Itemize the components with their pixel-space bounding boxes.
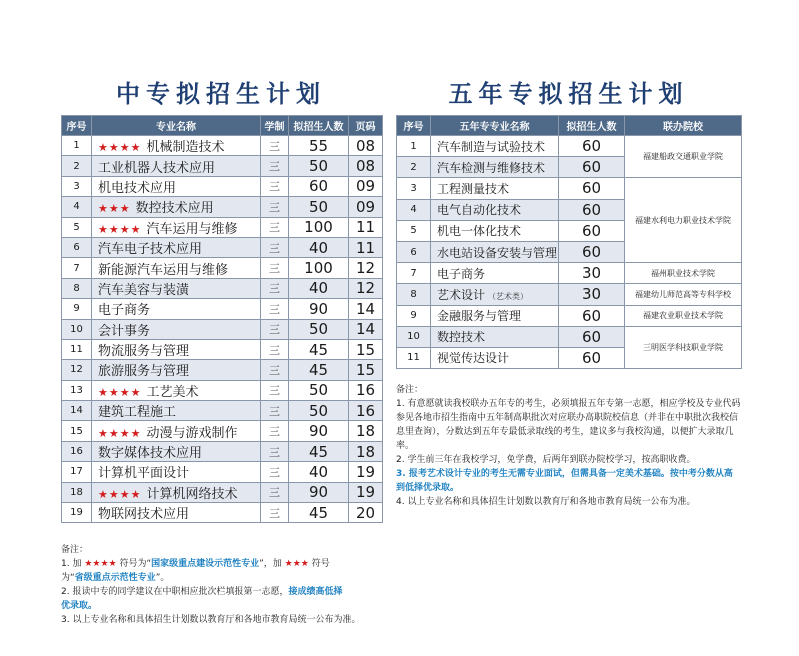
page-number: 12 bbox=[349, 258, 383, 278]
enrollment-count: 100 bbox=[289, 258, 349, 278]
star-rating-icon: ★★★★ bbox=[98, 222, 142, 236]
major-name: 汽车制造与试验技术 bbox=[431, 136, 559, 157]
enrollment-count: 50 bbox=[289, 197, 349, 217]
left-title: 中专拟招生计划 bbox=[116, 80, 326, 108]
row-number: 14 bbox=[62, 401, 92, 421]
school-system: 三 bbox=[261, 441, 289, 461]
major-name-text: 物联网技术应用 bbox=[98, 507, 190, 523]
left-note-2: 2. 报读中专的同学建议在中职相应批次栏填报第一志愿，接成绩高低择 优录取。 bbox=[61, 587, 343, 611]
page-number: 12 bbox=[349, 278, 383, 298]
row-number: 6 bbox=[62, 237, 92, 257]
page-number: 14 bbox=[349, 319, 383, 339]
row-number: 11 bbox=[397, 347, 431, 368]
school-system: 三 bbox=[261, 197, 289, 217]
col-header-page: 页码 bbox=[349, 116, 383, 136]
major-name-text: 旅游服务与管理 bbox=[98, 364, 190, 380]
school-system: 三 bbox=[261, 503, 289, 523]
art-tag: （艺术类） bbox=[488, 291, 529, 301]
col-header-count: 拟招生人数 bbox=[289, 116, 349, 136]
school-system: 三 bbox=[261, 258, 289, 278]
enrollment-count: 40 bbox=[289, 278, 349, 298]
major-name bbox=[92, 258, 261, 278]
row-number: 18 bbox=[62, 482, 92, 502]
table-row bbox=[62, 136, 383, 156]
school-system: 三 bbox=[261, 360, 289, 380]
school-system: 三 bbox=[261, 380, 289, 400]
row-number: 11 bbox=[62, 339, 92, 359]
major-name-text: 建筑工程施工 bbox=[98, 405, 177, 421]
enrollment-count: 60 bbox=[559, 241, 625, 262]
page-number: 18 bbox=[349, 441, 383, 461]
row-number: 2 bbox=[397, 157, 431, 178]
partner-school: 福州职业技术学院 bbox=[625, 263, 742, 284]
page-number: 19 bbox=[349, 482, 383, 502]
row-number: 12 bbox=[62, 360, 92, 380]
table-row bbox=[62, 176, 383, 196]
table-row bbox=[62, 319, 383, 339]
row-number: 6 bbox=[397, 241, 431, 262]
row-number: 3 bbox=[62, 176, 92, 196]
major-name bbox=[92, 421, 261, 441]
col-header-school: 联办院校 bbox=[625, 116, 742, 136]
table-row bbox=[62, 462, 383, 482]
major-name bbox=[92, 176, 261, 196]
enrollment-count: 40 bbox=[289, 462, 349, 482]
page-number: 14 bbox=[349, 299, 383, 319]
major-name: 机电一体化技术 bbox=[431, 220, 559, 241]
table-row bbox=[62, 237, 383, 257]
page-number: 15 bbox=[349, 339, 383, 359]
row-number: 5 bbox=[62, 217, 92, 237]
major-name bbox=[92, 339, 261, 359]
major-name-text: 数字媒体技术应用 bbox=[98, 446, 203, 462]
major-name-text: 汽车运用与维修 bbox=[146, 221, 238, 237]
page-number: 11 bbox=[349, 217, 383, 237]
major-name: 数控技术 bbox=[431, 326, 559, 347]
major-name bbox=[92, 299, 261, 319]
enrollment-count: 45 bbox=[289, 339, 349, 359]
left-notes bbox=[61, 543, 391, 627]
table-row bbox=[62, 360, 383, 380]
right-note-1: 1. 有意愿就读我校联办五年专的考生，必须填报五年专第一志愿，相应学校及专业代码参见各地市招生指南中五年制高职批次对应联办高职院校信息（并非在中职批次我校信息里查询），分数达到五年专最低录取线的考生，建议多与我校沟通，以便扩大录取几率。 bbox=[396, 399, 741, 451]
row-number: 1 bbox=[397, 136, 431, 157]
page-number: 16 bbox=[349, 380, 383, 400]
enrollment-count: 60 bbox=[559, 136, 625, 157]
major-name: 艺术设计 （艺术类） bbox=[431, 284, 559, 305]
table-row bbox=[397, 284, 742, 305]
major-name bbox=[92, 156, 261, 176]
enrollment-count: 50 bbox=[289, 156, 349, 176]
star-rating-icon: ★★★★ bbox=[98, 141, 142, 155]
table-row bbox=[62, 299, 383, 319]
major-name: 汽车检测与维修技术 bbox=[431, 157, 559, 178]
page-number: 09 bbox=[349, 197, 383, 217]
row-number: 9 bbox=[397, 305, 431, 326]
major-name bbox=[92, 278, 261, 298]
table-row bbox=[62, 401, 383, 421]
col-header-system: 学制 bbox=[261, 116, 289, 136]
row-number: 13 bbox=[62, 380, 92, 400]
page-number: 16 bbox=[349, 401, 383, 421]
page-number: 15 bbox=[349, 360, 383, 380]
school-system: 三 bbox=[261, 136, 289, 156]
partner-school: 福建农业职业技术学院 bbox=[625, 305, 742, 326]
major-name-text: 汽车美容与装潢 bbox=[98, 282, 190, 298]
table-row bbox=[62, 441, 383, 461]
row-number: 19 bbox=[62, 503, 92, 523]
enrollment-count: 60 bbox=[289, 176, 349, 196]
right-note-3: 3. 报考艺术设计专业的考生无需专业面试，但需具备一定美术基础。按中考分数从高到低择优录取。 bbox=[396, 469, 733, 493]
major-name-text: 电子商务 bbox=[98, 303, 151, 319]
row-number: 5 bbox=[397, 220, 431, 241]
left-note-3: 3. 以上专业名称和具体招生计划数以教育厅和各地市教育局统一公布为准。 bbox=[61, 615, 361, 625]
major-name bbox=[92, 482, 261, 502]
school-system: 三 bbox=[261, 482, 289, 502]
major-name: 电子商务 bbox=[431, 263, 559, 284]
enrollment-count: 60 bbox=[559, 178, 625, 199]
page-number: 11 bbox=[349, 237, 383, 257]
row-number: 2 bbox=[62, 156, 92, 176]
left-note-1: 1. 加 ★★★★ 符号为“国家级重点建设示范性专业”，加 ★★★ 符号 为“省级重点示范性专业”。 bbox=[61, 559, 330, 583]
enrollment-count: 90 bbox=[289, 421, 349, 441]
row-number: 7 bbox=[62, 258, 92, 278]
major-name bbox=[92, 360, 261, 380]
school-system: 三 bbox=[261, 156, 289, 176]
enrollment-count: 60 bbox=[559, 326, 625, 347]
major-name-text: 新能源汽车运用与维修 bbox=[98, 262, 229, 278]
major-name bbox=[92, 503, 261, 523]
table-row bbox=[62, 197, 383, 217]
major-name-text: 机械制造技术 bbox=[146, 140, 225, 156]
right-note-2: 2. 学生前三年在我校学习，免学费，后两年到联办院校学习，按高职收费。 bbox=[396, 455, 696, 465]
enrollment-count: 45 bbox=[289, 441, 349, 461]
page-number: 09 bbox=[349, 176, 383, 196]
enrollment-count: 90 bbox=[289, 299, 349, 319]
partner-school: 三明医学科技职业学院 bbox=[625, 326, 742, 368]
major-name: 工程测量技术 bbox=[431, 178, 559, 199]
partner-school: 福建水利电力职业技术学院 bbox=[625, 178, 742, 263]
table-row bbox=[62, 258, 383, 278]
col-header-name: 专业名称 bbox=[92, 116, 261, 136]
row-number: 4 bbox=[397, 199, 431, 220]
enrollment-count: 50 bbox=[289, 401, 349, 421]
major-name bbox=[92, 136, 261, 156]
table-row bbox=[62, 482, 383, 502]
row-number: 15 bbox=[62, 421, 92, 441]
page-number: 08 bbox=[349, 156, 383, 176]
major-name: 视觉传达设计 bbox=[431, 347, 559, 368]
major-name bbox=[92, 319, 261, 339]
secondary-plan-table bbox=[61, 115, 383, 523]
major-name-text: 工业机器人技术应用 bbox=[98, 160, 216, 176]
table-row bbox=[62, 380, 383, 400]
table-row bbox=[397, 305, 742, 326]
school-system: 三 bbox=[261, 462, 289, 482]
major-name-text: 计算机平面设计 bbox=[98, 466, 190, 482]
enrollment-count: 60 bbox=[559, 347, 625, 368]
major-name bbox=[92, 441, 261, 461]
major-name bbox=[92, 401, 261, 421]
school-system: 三 bbox=[261, 339, 289, 359]
page-number: 08 bbox=[349, 136, 383, 156]
col-header-no: 序号 bbox=[62, 116, 92, 136]
page-number: 19 bbox=[349, 462, 383, 482]
table-row bbox=[62, 217, 383, 237]
row-number: 7 bbox=[397, 263, 431, 284]
partner-school: 福建幼儿师范高等专科学校 bbox=[625, 284, 742, 305]
row-number: 16 bbox=[62, 441, 92, 461]
enrollment-count: 60 bbox=[559, 157, 625, 178]
major-name-text: 会计事务 bbox=[98, 323, 151, 339]
right-title: 五年专拟招生计划 bbox=[448, 80, 689, 108]
enrollment-count: 50 bbox=[289, 380, 349, 400]
col-header-no: 序号 bbox=[397, 116, 431, 136]
table-row bbox=[62, 421, 383, 441]
major-name-text: 数控技术应用 bbox=[135, 201, 214, 217]
table-row bbox=[62, 503, 383, 523]
enrollment-count: 55 bbox=[289, 136, 349, 156]
enrollment-count: 45 bbox=[289, 503, 349, 523]
col-header-name: 五年专专业名称 bbox=[431, 116, 559, 136]
school-system: 三 bbox=[261, 176, 289, 196]
star-rating-icon: ★★★★ bbox=[98, 385, 142, 399]
right-notes bbox=[396, 383, 741, 509]
row-number: 1 bbox=[62, 136, 92, 156]
star-rating-icon: ★★★ bbox=[98, 202, 131, 216]
row-number: 3 bbox=[397, 178, 431, 199]
table-row bbox=[62, 278, 383, 298]
major-name: 水电站设备安装与管理 bbox=[431, 241, 559, 262]
major-name bbox=[92, 237, 261, 257]
school-system: 三 bbox=[261, 237, 289, 257]
row-number: 10 bbox=[397, 326, 431, 347]
right-note-4: 4. 以上专业名称和具体招生计划数以教育厅和各地市教育局统一公布为准。 bbox=[396, 497, 696, 507]
school-system: 三 bbox=[261, 421, 289, 441]
page-number: 18 bbox=[349, 421, 383, 441]
enrollment-count: 45 bbox=[289, 360, 349, 380]
partner-school: 福建船政交通职业学院 bbox=[625, 136, 742, 178]
row-number: 17 bbox=[62, 462, 92, 482]
row-number: 8 bbox=[397, 284, 431, 305]
table-row bbox=[397, 136, 742, 157]
major-name-text: 工艺美术 bbox=[146, 384, 199, 400]
enrollment-count: 100 bbox=[289, 217, 349, 237]
page-number: 20 bbox=[349, 503, 383, 523]
left-notes-heading: 备注： bbox=[61, 545, 89, 555]
row-number: 8 bbox=[62, 278, 92, 298]
row-number: 9 bbox=[62, 299, 92, 319]
enrollment-count: 40 bbox=[289, 237, 349, 257]
enrollment-count: 60 bbox=[559, 220, 625, 241]
school-system: 三 bbox=[261, 278, 289, 298]
school-system: 三 bbox=[261, 299, 289, 319]
major-name bbox=[92, 462, 261, 482]
row-number: 4 bbox=[62, 197, 92, 217]
school-system: 三 bbox=[261, 217, 289, 237]
major-name-text: 机电技术应用 bbox=[98, 180, 177, 196]
major-name-text: 计算机网络技术 bbox=[146, 486, 238, 502]
star-rating-icon: ★★★★ bbox=[98, 426, 142, 440]
school-system: 三 bbox=[261, 319, 289, 339]
major-name bbox=[92, 380, 261, 400]
major-name-text: 动漫与游戏制作 bbox=[146, 425, 238, 441]
table-row bbox=[397, 326, 742, 347]
major-name bbox=[92, 217, 261, 237]
school-system: 三 bbox=[261, 401, 289, 421]
table-row bbox=[397, 263, 742, 284]
major-name bbox=[92, 197, 261, 217]
enrollment-count: 30 bbox=[559, 263, 625, 284]
enrollment-count: 60 bbox=[559, 199, 625, 220]
five-year-plan-table bbox=[396, 115, 742, 369]
enrollment-count: 30 bbox=[559, 284, 625, 305]
col-header-count: 拟招生人数 bbox=[559, 116, 625, 136]
table-row bbox=[397, 178, 742, 199]
enrollment-count: 60 bbox=[559, 305, 625, 326]
major-name: 电气自动化技术 bbox=[431, 199, 559, 220]
major-name-text: 物流服务与管理 bbox=[98, 344, 190, 360]
star-rating-icon: ★★★★ bbox=[98, 487, 142, 501]
major-name: 金融服务与管理 bbox=[431, 305, 559, 326]
table-row bbox=[62, 156, 383, 176]
major-name-text: 汽车电子技术应用 bbox=[98, 242, 203, 258]
enrollment-count: 50 bbox=[289, 319, 349, 339]
enrollment-count: 90 bbox=[289, 482, 349, 502]
table-row bbox=[62, 339, 383, 359]
row-number: 10 bbox=[62, 319, 92, 339]
right-notes-heading: 备注： bbox=[396, 385, 424, 395]
